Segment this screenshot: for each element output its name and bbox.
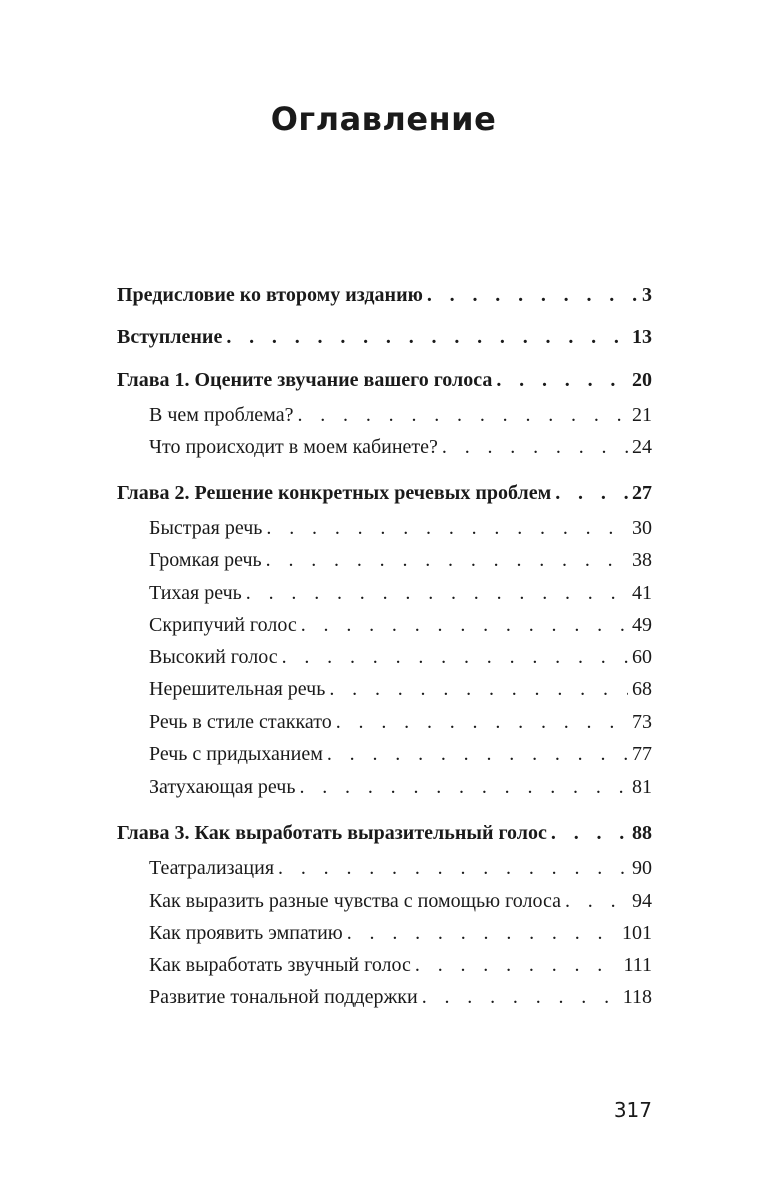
leader-dots	[336, 710, 628, 734]
toc-entry-label: Скрипучий голос	[149, 614, 297, 636]
toc-entry-section[interactable]	[149, 921, 652, 945]
toc-entry-label: Как выработать звучный голос	[149, 954, 411, 976]
toc-entry-introduction[interactable]	[117, 325, 652, 349]
toc-entry-chapter-3[interactable]	[117, 821, 652, 845]
toc-entry-chapter-2[interactable]	[117, 481, 652, 505]
toc-entry-section[interactable]	[149, 516, 652, 540]
toc-entry-page: 13	[632, 326, 652, 348]
toc-entry-label: Как выразить разные чувства с помощью голоса	[149, 890, 561, 912]
leader-dots	[297, 403, 628, 427]
toc-entry-page: 73	[632, 711, 652, 733]
toc-entry-page: 68	[632, 678, 652, 700]
leader-dots	[226, 325, 628, 349]
toc-entry-page: 81	[632, 776, 652, 798]
leader-dots	[327, 742, 628, 766]
toc-entry-label: Развитие тональной поддержки	[149, 986, 418, 1008]
toc-entry-section[interactable]	[149, 985, 652, 1009]
toc-entry-label: Предисловие ко второму изданию	[117, 284, 423, 306]
toc-entry-section[interactable]	[149, 742, 652, 766]
toc-entry-section[interactable]	[149, 889, 652, 913]
toc-entry-label: Высокий голос	[149, 646, 278, 668]
leader-dots	[565, 889, 628, 913]
toc-entry-page: 38	[632, 549, 652, 571]
toc-entry-page: 20	[632, 369, 652, 391]
leader-dots	[442, 435, 628, 459]
toc-entry-page: 30	[632, 517, 652, 539]
leader-dots	[551, 821, 628, 845]
toc-entry-label: Речь с придыханием	[149, 743, 323, 765]
toc-entry-page: 49	[632, 614, 652, 636]
toc-entry-chapter-1[interactable]	[117, 368, 652, 392]
toc-entry-label: Громкая речь	[149, 549, 262, 571]
toc-entry-label: Как проявить эмпатию	[149, 922, 343, 944]
toc-entry-section[interactable]	[149, 548, 652, 572]
toc-entry-label: Затухающая речь	[149, 776, 296, 798]
toc-entry-section[interactable]	[149, 710, 652, 734]
toc-entry-section[interactable]	[149, 677, 652, 701]
toc-entry-page: 111	[623, 954, 652, 976]
leader-dots	[329, 677, 628, 701]
leader-dots	[301, 613, 628, 637]
page-title: Оглавление	[270, 100, 497, 138]
toc-entry-page: 118	[622, 986, 652, 1008]
toc-entry-label: Тихая речь	[149, 582, 242, 604]
toc-entry-label: Глава 2. Решение конкретных речевых проблем	[117, 482, 552, 504]
toc-entry-page: 88	[632, 822, 652, 844]
toc-entry-label: В чем проблема?	[149, 404, 294, 426]
toc-entry-preface[interactable]	[117, 283, 652, 307]
toc-entry-label: Глава 3. Как выработать выразительный голос	[117, 822, 547, 844]
toc-entry-page: 90	[632, 857, 652, 879]
page-number: 317	[613, 1098, 652, 1122]
toc-entry-section[interactable]	[149, 953, 652, 977]
toc-entry-label: Театрализация	[149, 857, 275, 879]
leader-dots	[496, 368, 628, 392]
toc-entry-label: Речь в стиле стаккато	[149, 711, 332, 733]
toc-entry-page: 41	[632, 582, 652, 604]
toc-entry-page: 27	[632, 482, 652, 504]
leader-dots	[266, 516, 628, 540]
leader-dots	[415, 953, 620, 977]
leader-dots	[266, 548, 628, 572]
leader-dots	[299, 775, 628, 799]
leader-dots	[246, 581, 628, 605]
toc-entry-section[interactable]	[149, 856, 652, 880]
leader-dots	[278, 856, 628, 880]
toc-entry-page: 3	[642, 284, 652, 306]
leader-dots	[347, 921, 618, 945]
toc-entry-section[interactable]	[149, 613, 652, 637]
leader-dots	[555, 481, 628, 505]
toc-entry-section[interactable]	[149, 403, 652, 427]
toc-entry-section[interactable]	[149, 645, 652, 669]
toc-entry-label: Глава 1. Оцените звучание вашего голоса	[117, 369, 493, 391]
toc-entry-page: 94	[632, 890, 652, 912]
leader-dots	[282, 645, 628, 669]
toc-entry-label: Быстрая речь	[149, 517, 263, 539]
leader-dots	[427, 283, 638, 307]
toc-entry-section[interactable]	[149, 775, 652, 799]
toc-entry-label: Что происходит в моем кабинете?	[149, 436, 438, 458]
leader-dots	[422, 985, 619, 1009]
toc-entry-page: 21	[632, 404, 652, 426]
toc-entry-page: 60	[632, 646, 652, 668]
toc-entry-page: 24	[632, 436, 652, 458]
toc-entry-label: Вступление	[117, 326, 223, 348]
toc-entry-label: Нерешительная речь	[149, 678, 326, 700]
toc-entry-section[interactable]	[149, 435, 652, 459]
toc-entry-page: 77	[632, 743, 652, 765]
toc-entry-section[interactable]	[149, 581, 652, 605]
toc-entry-page: 101	[622, 922, 652, 944]
